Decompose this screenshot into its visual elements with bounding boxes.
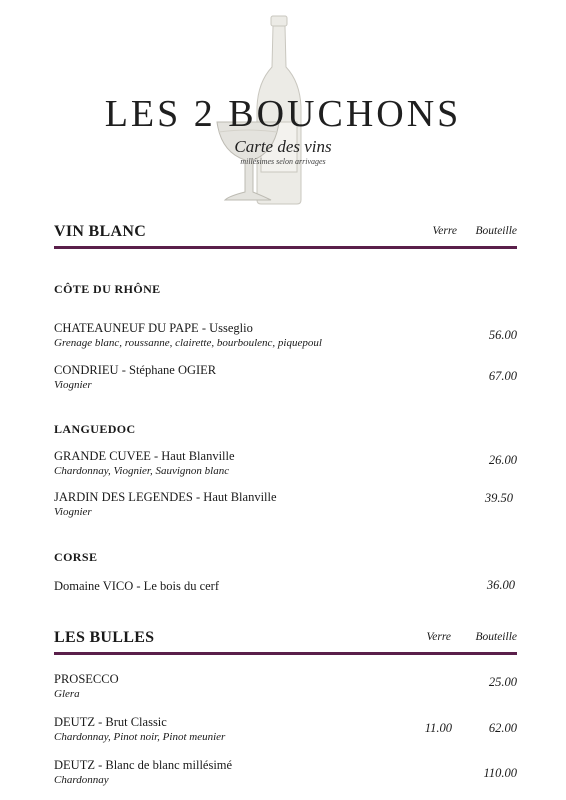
glass-price: 11.00	[424, 721, 452, 735]
section-vin-blanc	[54, 222, 517, 602]
section-title: LES BULLES	[54, 629, 155, 646]
grape-varieties: Viognier	[54, 379, 92, 391]
section-title: VIN BLANC	[54, 223, 147, 240]
grape-varieties: Glera	[54, 688, 80, 700]
bottle-price: 110.00	[483, 766, 517, 780]
wine-item	[54, 715, 517, 744]
wine-item	[54, 758, 517, 787]
bottle-price: 67.00	[488, 369, 517, 383]
vintage-note: millésimes selon arrivages	[240, 157, 326, 166]
restaurant-title: LES 2 BOUCHONS	[104, 93, 462, 135]
wine-item	[54, 363, 517, 392]
bottle-price: 26.00	[488, 453, 517, 467]
bottle-price: 36.00	[486, 578, 515, 592]
grape-varieties: Chardonnay, Viognier, Sauvignon blanc	[54, 465, 230, 477]
wine-name: PROSECCO	[54, 672, 119, 686]
section-les-bulles	[54, 626, 517, 796]
bottle-price: 39.50	[484, 491, 513, 505]
grape-varieties: Grenage blanc, roussanne, clairette, bourboulenc, piquepoul	[54, 337, 322, 349]
col-header-glass: Verre	[432, 225, 457, 237]
col-header-bottle: Bouteille	[475, 631, 517, 643]
region-heading: CORSE	[54, 550, 98, 564]
grape-varieties: Chardonnay, Pinot noir, Pinot meunier	[54, 731, 226, 743]
wine-name: CONDRIEU - Stéphane OGIER	[54, 363, 217, 377]
wine-item	[54, 490, 517, 519]
wine-name: DEUTZ - Brut Classic	[54, 715, 167, 729]
bottle-price: 56.00	[488, 328, 517, 342]
menu-subtitle: Carte des vins	[234, 137, 332, 156]
menu-header	[0, 0, 566, 210]
grape-varieties: Viognier	[54, 506, 92, 518]
bottle-price: 25.00	[488, 675, 517, 689]
wine-name: JARDIN DES LEGENDES - Haut Blanville	[54, 490, 277, 504]
col-header-glass: Verre	[426, 631, 451, 643]
grape-varieties: Chardonnay	[54, 774, 109, 786]
wine-name: DEUTZ - Blanc de blanc millésimé	[54, 758, 233, 772]
wine-item	[54, 449, 517, 478]
region-heading: LANGUEDOC	[54, 422, 136, 436]
wine-name: CHATEAUNEUF DU PAPE - Usseglio	[54, 321, 253, 335]
wine-name: GRANDE CUVEE - Haut Blanville	[54, 449, 235, 463]
wine-name: Domaine VICO - Le bois du cerf	[54, 579, 220, 593]
section-header	[54, 626, 517, 655]
wine-item	[54, 579, 517, 594]
bottle-price: 62.00	[488, 721, 517, 735]
col-header-bottle: Bouteille	[475, 225, 517, 237]
region-heading: CÔTE DU RHÔNE	[54, 282, 161, 296]
wine-item	[54, 321, 517, 350]
wine-item	[54, 672, 517, 701]
section-header	[54, 222, 517, 249]
